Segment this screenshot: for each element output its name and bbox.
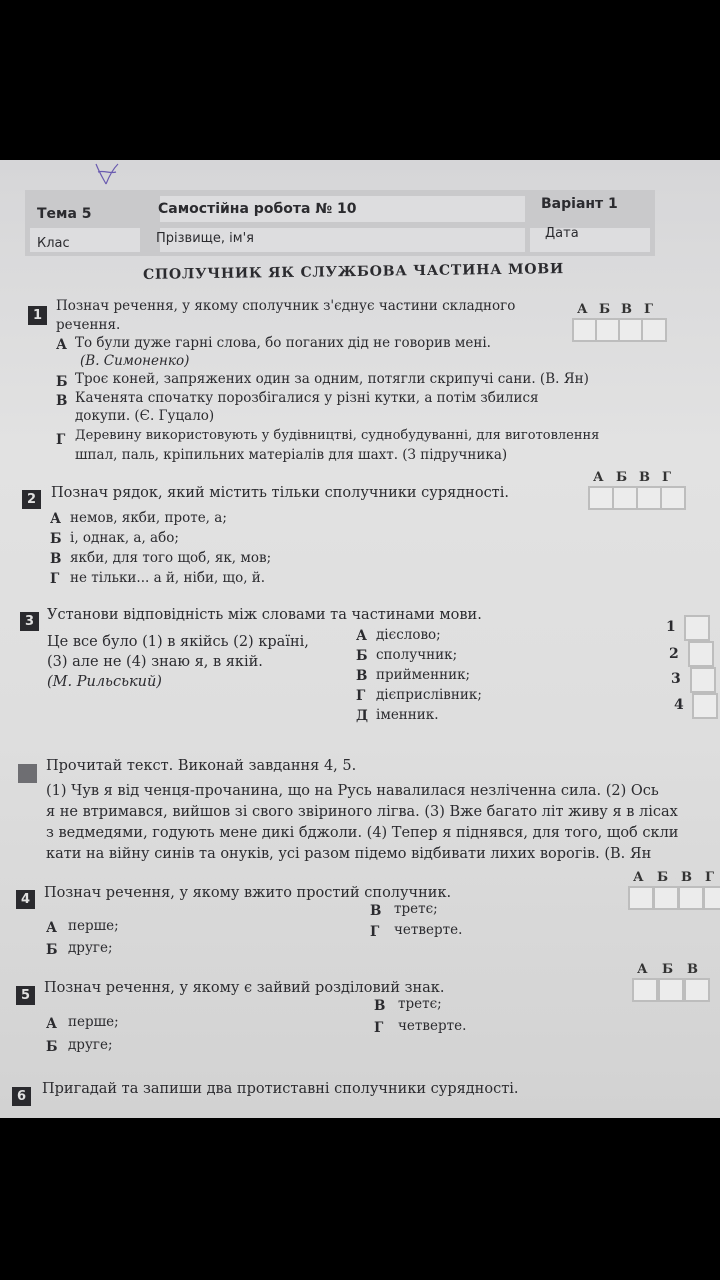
q1-option-letter-a: А (56, 337, 67, 353)
q4-box-g[interactable] (703, 886, 720, 910)
task-number-2: 2 (22, 490, 41, 509)
task-number-6: 6 (12, 1087, 31, 1106)
q5-option-v: третє; (398, 996, 442, 1012)
reading-text-line3: з ведмедями, годують мене дикі бджоли. (4) Тепер я піднявся, для того, щоб скли (46, 825, 679, 841)
q3-option-letter-g: Г (356, 688, 366, 704)
topic-label: Тема 5 (37, 206, 92, 222)
q1-text-line1: Познач речення, у якому сполучник з'єднує частини складного (56, 298, 516, 314)
q6-text: Пригадай та запиши два протиставні сполучники сурядності. (42, 1081, 519, 1097)
q2-option-letter-a: А (50, 511, 61, 527)
reading-instruction: Прочитай текст. Виконай завдання 4, 5. (46, 758, 357, 774)
task-number-5: 5 (16, 986, 35, 1005)
reading-text-line4: кати на війну синів та онуків, усі разом підемо відбивати лихих ворогів. (В. Ян (46, 846, 652, 862)
q3-text: Установи відповідність між словами та частинами мови. (47, 607, 482, 623)
q1-text-line2: речення. (56, 317, 121, 333)
q3-author: (М. Рильський) (47, 674, 162, 690)
q2-box-b[interactable] (612, 486, 638, 510)
q4-option-v: третє; (394, 901, 438, 917)
reading-text-line2: я не втримався, вийшов зі свого звіриного лігва. (3) Вже багато літ живу я в лісах (46, 804, 678, 820)
task-number-3: 3 (20, 612, 39, 631)
q5-text: Познач речення, у якому є зайвий розділовий знак. (44, 980, 445, 996)
class-label: Клас (37, 236, 70, 251)
q2-option-letter-b: Б (50, 531, 62, 547)
q1-option-a-author: (В. Симоненко) (80, 353, 190, 369)
q1-option-a: То були дуже гарні слова, бо поганих дід не говорив мені. (75, 335, 491, 351)
q5-box-b[interactable] (658, 978, 684, 1002)
q4-option-a: перше; (68, 918, 119, 934)
task-number-1: 1 (28, 306, 47, 325)
q2-box-a[interactable] (588, 486, 614, 510)
q4-option-letter-b: Б (46, 942, 58, 958)
q2-text: Познач рядок, який містить тільки сполучники сурядності. (51, 485, 509, 501)
pen-scribble (92, 160, 122, 188)
q1-option-b: Троє коней, запряжених один за одним, потягли скрипучі сани. (В. Ян) (75, 371, 589, 387)
q3-option-b: сполучник; (376, 647, 458, 663)
q1-option-letter-b: Б (56, 374, 68, 390)
task-number-4: 4 (16, 890, 35, 909)
q4-box-v[interactable] (678, 886, 704, 910)
reading-marker (18, 764, 37, 783)
q4-option-letter-g: Г (370, 924, 380, 940)
q3-option-letter-v: В (356, 668, 368, 684)
q2-option-letter-g: Г (50, 571, 60, 587)
date-label: Дата (545, 226, 579, 241)
worksheet-page: Тема 5 Самостійна робота № 10 Варіант 1 Клас Прізвище, ім'я Дата СПОЛУЧНИК ЯК СЛУЖБОВА ЧАСТИНА МОВИ 1 Познач речення, у якому сполучник з'єднує частини складного речення. А Б В Г А То були дуже гарні слова, бо поганих дід не говорив мені. (В. Симоненко) Б Троє коней, запряжених один за одним, потягли скрипучі сани. (В. Ян) В Каченята спочатку порозбігалися у різні кутки, а потім збилися докупи. (Є. Гуцало) Г Деревину використовують у будівництві, суднобудуванні, для виготовлення шпал, паль, кріпильних матеріалів для шахт. (З підручника) 2 Познач рядок, який містить тільки сполучники сурядності. А Б В Г А немов, якби, проте, а; Б і, однак, а, або; В якби, для того щоб, як, мов; Г не тільки... а й, ніби, що, й. 3 Установи відповідність між словами та частинами мови. Це все було (1) в якійсь (2) країні, (3) але не (4) знаю я, в якій. (М. Рильський) А дієслово; Б сполучник; В прийменник; Г дієприслівник; Д іменник. 1 2 3 4 Прочитай текст. Виконай завдання 4, 5. (1) Чув я від ченця-прочанина, що на Русь навалилася незліченна сила. (2) Ось я не втримався, вийшов зі свого звіриного лігва. (3) Вже багато літ живу я в лісах з ведмедями, годують мене дикі бджоли. (4) Тепер я піднявся, для того, щоб скли кати на війну синів та онуків, усі разом підемо відбивати лихих ворогів. (В. Ян 4 Познач речення, у якому вжито простий сполучник. А Б В Г В третє; А перше; Г четверте. Б друге; 5 Познач речення, у якому є зайвий розділовий знак. А Б В В третє; А перше; Г четверте. Б друге; 6 Пригадай та запиши два протиставні сполучники сурядності. (0, 160, 720, 1118)
q3-row-box-1[interactable] (684, 615, 710, 641)
q1-option-g: Деревину використовують у будівництві, суднобудуванні, для виготовлення (75, 428, 600, 443)
q5-option-letter-g: Г (374, 1020, 384, 1036)
q1-box-g[interactable] (641, 318, 667, 342)
q2-box-v[interactable] (636, 486, 662, 510)
q3-option-v: прийменник; (376, 667, 471, 683)
q5-option-letter-v: В (374, 998, 386, 1014)
q2-option-v: якби, для того щоб, як, мов; (70, 550, 272, 566)
q3-option-letter-b: Б (356, 648, 368, 664)
q2-option-g: не тільки... а й, ніби, що, й. (70, 570, 266, 586)
q5-option-b: друге; (68, 1037, 113, 1053)
q3-sentence-line2: (3) але не (4) знаю я, в якій. (47, 654, 263, 670)
q2-option-b: і, однак, а, або; (70, 530, 179, 546)
q5-option-letter-a: А (46, 1016, 57, 1032)
q1-option-v-cont: докупи. (Є. Гуцало) (75, 408, 215, 424)
page-title: СПОЛУЧНИК ЯК СЛУЖБОВА ЧАСТИНА МОВИ (142, 261, 565, 283)
q3-option-g: дієприслівник; (376, 687, 482, 703)
q4-option-letter-a: А (46, 920, 57, 936)
q1-option-v: Каченята спочатку порозбігалися у різні кутки, а потім збилися (75, 390, 539, 406)
q3-option-d: іменник. (376, 707, 439, 723)
q5-box-v[interactable] (684, 978, 710, 1002)
q2-option-a: немов, якби, проте, а; (70, 510, 227, 526)
q3-row-box-2[interactable] (688, 641, 714, 667)
q2-box-g[interactable] (660, 486, 686, 510)
q3-row-box-4[interactable] (692, 693, 718, 719)
work-title: Самостійна робота № 10 (158, 201, 357, 217)
q3-option-letter-d: Д (356, 708, 369, 724)
q4-box-b[interactable] (653, 886, 679, 910)
q3-row-label-3: 3 (671, 671, 681, 687)
q3-option-letter-a: А (356, 628, 367, 644)
q4-option-letter-v: В (370, 903, 382, 919)
variant-label: Варіант 1 (541, 196, 618, 212)
q5-option-a: перше; (68, 1014, 119, 1030)
q3-row-label-1: 1 (666, 619, 676, 635)
q3-option-a: дієслово; (376, 627, 441, 643)
name-label: Прізвище, ім'я (156, 231, 254, 246)
q3-row-label-4: 4 (674, 697, 684, 713)
q3-row-box-3[interactable] (690, 667, 716, 693)
q5-option-letter-b: Б (46, 1039, 58, 1055)
q1-option-letter-g: Г (56, 432, 66, 448)
q5-option-g: четверте. (398, 1018, 467, 1034)
q3-sentence-line1: Це все було (1) в якійсь (2) країні, (47, 634, 309, 650)
q3-row-label-2: 2 (669, 646, 679, 662)
q1-option-letter-v: В (56, 393, 68, 409)
q5-box-a[interactable] (632, 978, 658, 1002)
reading-text-line1: (1) Чув я від ченця-прочанина, що на Русь навалилася незліченна сила. (2) Ось (46, 783, 659, 799)
q4-option-b: друге; (68, 940, 113, 956)
q4-option-g: четверте. (394, 922, 463, 938)
q4-text: Познач речення, у якому вжито простий сполучник. (44, 885, 452, 901)
q4-box-a[interactable] (628, 886, 654, 910)
q1-option-g-cont: шпал, паль, кріпильних матеріалів для шахт. (З підручника) (75, 447, 508, 463)
q2-option-letter-v: В (50, 551, 62, 567)
